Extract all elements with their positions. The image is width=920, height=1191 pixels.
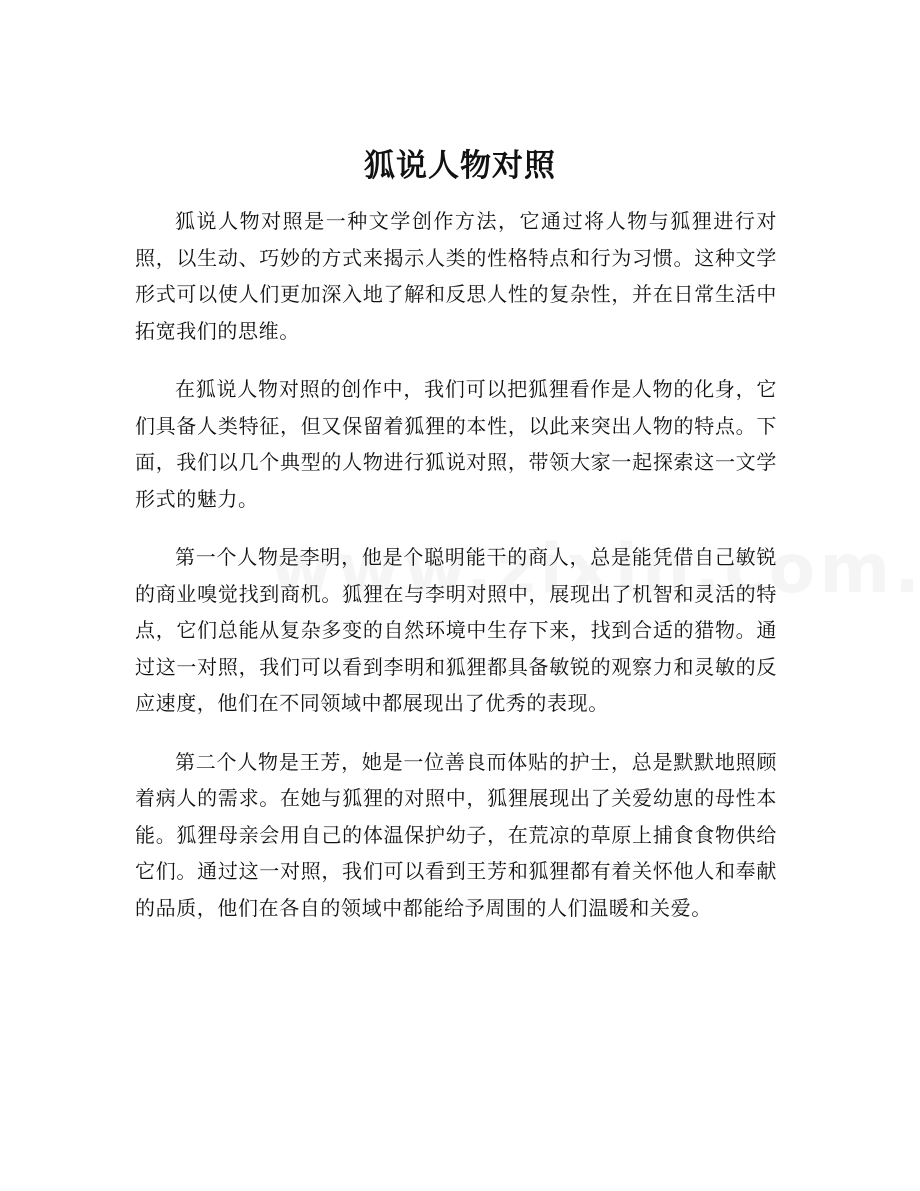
document-body — [135, 203, 777, 948]
page-title: 狐说人物对照 — [364, 148, 556, 184]
paragraph-creation: 在狐说人物对照的创作中，我们可以把狐狸看作是人物的化身，它们具备人类特征，但又保留着狐狸的本性，以此来突出人物的特点。下面，我们以几个典型的人物进行狐说对照，带领大家一起探索这一文学形式的魅力。 — [135, 377, 777, 511]
paragraph-li-ming: 第一个人物是李明，他是个聪明能干的商人，总是能凭借自己敏锐的商业嗅觉找到商机。狐狸在与李明对照中，展现出了机智和灵活的特点，它们总能从复杂多变的自然环境中生存下来，找到合适的猎物。通过这一对照，我们可以看到李明和狐狸都具备敏锐的观察力和灵敏的反应速度，他们在不同领域中都展现出了优秀的表现。 — [135, 545, 777, 715]
paragraph-wang-fang: 第二个人物是王芳，她是一位善良而体贴的护士，总是默默地照顾着病人的需求。在她与狐狸的对照中，狐狸展现出了关爱幼崽的母性本能。狐狸母亲会用自己的体温保护幼子，在荒凉的草原上捕食食物供给它们。通过这一对照，我们可以看到王芳和狐狸都有着关怀他人和奉献的品质，他们在各自的领域中都能给予周围的人们温暖和关爱。 — [135, 749, 777, 920]
paragraph-intro: 狐说人物对照是一种文学创作方法，它通过将人物与狐狸进行对照，以生动、巧妙的方式来揭示人类的性格特点和行为习惯。这种文学形式可以使人们更加深入地了解和反思人性的复杂性，并在日常生活中拓宽我们的思维。 — [135, 209, 777, 343]
